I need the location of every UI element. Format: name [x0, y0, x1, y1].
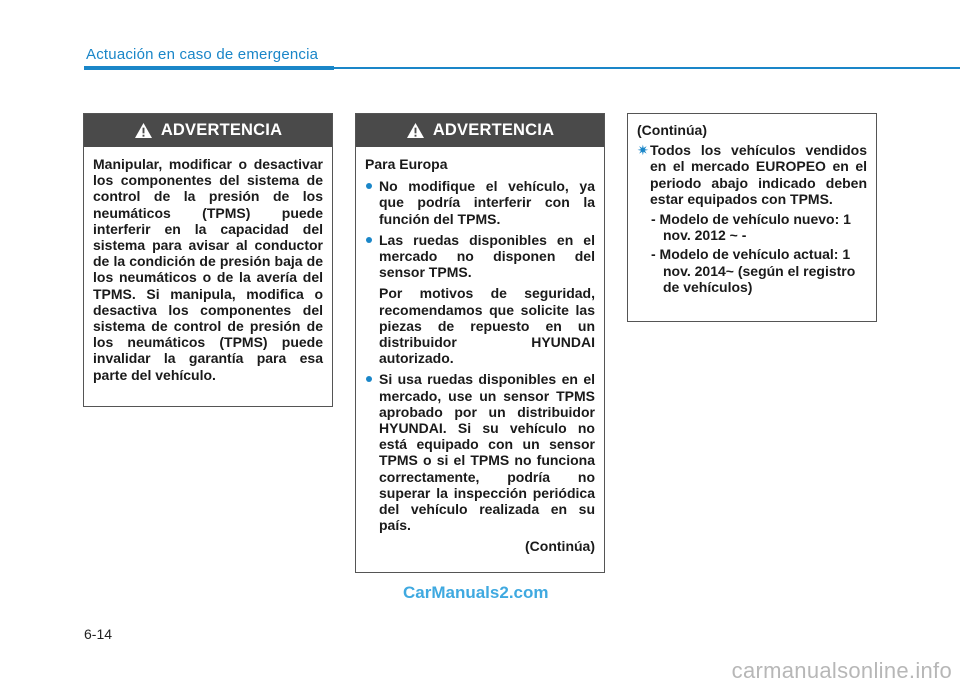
warning-box-content	[356, 147, 604, 563]
warning-triangle-icon	[134, 122, 153, 139]
warning-box-text: Manipular, modificar o desactivar los componentes del sistema de control de la presión de los neumáticos (TPMS) puede interferir en la capacidad del sistema para avisar al conductor de la condición de presión baja de los neumáticos o de la avería del TPMS. Si manipula, modifica o desactiva los componentes del sistema de control de presión de los neumáticos (TPMS) puede invalidar la garantía para esa parte del vehículo.	[93, 156, 323, 383]
section-title: Actuación en caso de emergencia	[86, 46, 319, 63]
star-icon: ✷	[637, 142, 649, 159]
bullet-item: Las ruedas disponibles en el mercado no disponen del sensor TPMS.	[365, 232, 595, 281]
watermark-logo: CarManuals2.com	[403, 583, 549, 602]
continued-box-content	[628, 114, 876, 306]
model-date-item: - Modelo de vehículo nuevo: 1 nov. 2012 ~ -	[651, 211, 851, 244]
warning-box-title: ADVERTENCIA	[160, 121, 283, 139]
title-rule-thick	[84, 66, 334, 70]
continues-label: (Continúa)	[525, 538, 595, 555]
title-rule-thin	[334, 67, 960, 69]
warning-box-tpms-tampering	[83, 113, 333, 407]
page-number: 6-14	[84, 626, 113, 642]
star-note-text: Todos los vehículos vendidos en el mercado EUROPEO en el periodo abajo indicado deben estar equipados con TPMS.	[650, 142, 867, 207]
bullet-item: Si usa ruedas disponibles en el mercado, use un sensor TPMS aprobado por un distribuidor HYUNDAI. Si su vehículo no está equipado con un sensor TPMS o si el TPMS no funciona correctamente, podría no superar la inspección periódica del vehículo realizada en su país.	[365, 371, 595, 533]
warning-triangle-icon	[406, 122, 425, 139]
bullet-item: No modifique el vehículo, ya que podría interferir con la función del TPMS.	[365, 178, 595, 227]
warning-box-title: ADVERTENCIA	[432, 121, 555, 139]
warning-box-header	[356, 114, 604, 147]
star-note	[637, 142, 867, 207]
continued-box	[627, 113, 877, 322]
site-watermark: carmanualsonline.info	[731, 658, 952, 683]
region-subtitle: Para Europa	[365, 156, 448, 172]
warning-box-header	[84, 114, 332, 147]
model-date-item: - Modelo de vehículo actual: 1 nov. 2014~ (según el registro de vehículos)	[651, 246, 856, 295]
warning-box-europe	[355, 113, 605, 573]
continued-label: (Continúa)	[637, 122, 707, 138]
bullet-continuation: Por motivos de seguridad, recomendamos que solicite las piezas de repuesto en un distribuidor HYUNDAI autorizado.	[379, 285, 595, 367]
